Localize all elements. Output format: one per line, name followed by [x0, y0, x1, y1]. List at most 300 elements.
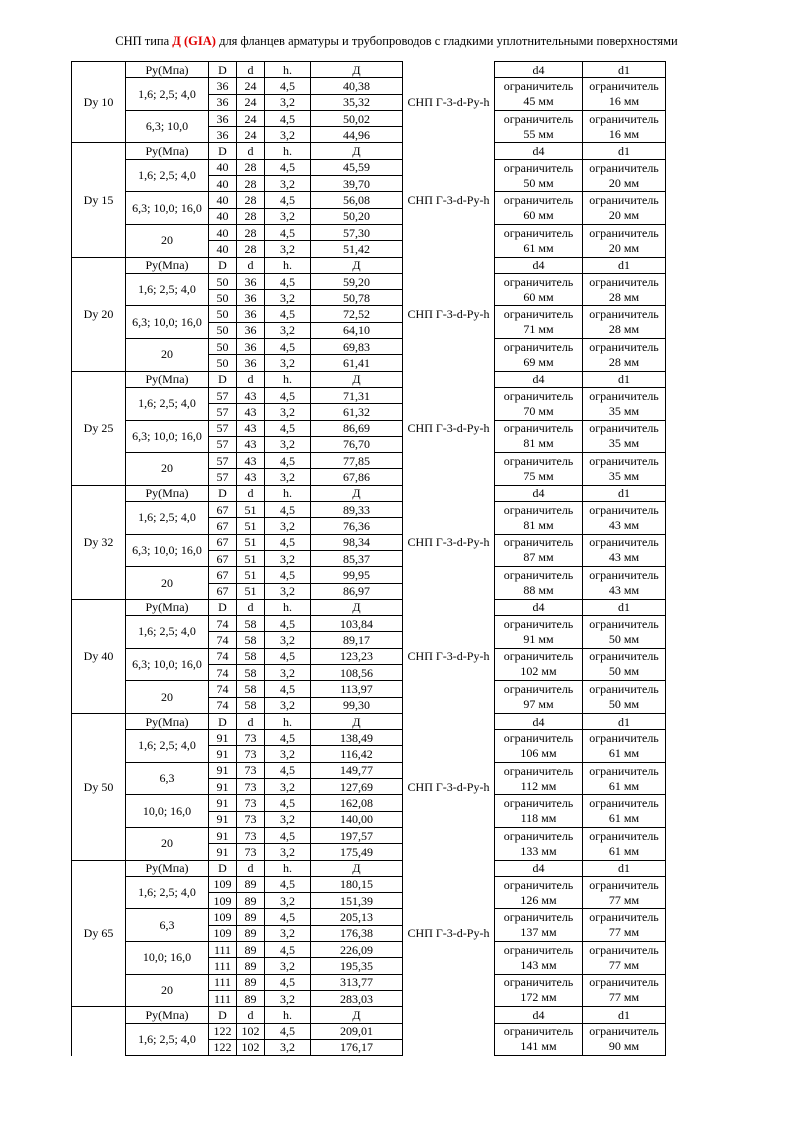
- header-pressure: Ру(Мпа): [126, 860, 209, 876]
- pressure-range: 6,3; 10,0; 16,0: [126, 192, 209, 225]
- inner-diameter: 36: [237, 290, 265, 306]
- thickness: 4,5: [265, 1023, 311, 1039]
- limiter-word: ограничитель: [589, 828, 659, 843]
- thickness: 3,2: [265, 208, 311, 224]
- d4-value: 141 мм: [520, 1039, 557, 1054]
- header-d4: d4: [495, 713, 583, 729]
- d4-limiter-cell: [495, 534, 583, 567]
- limiter-diameter: 149,77: [311, 762, 403, 778]
- d4-limiter-cell: [495, 876, 583, 909]
- d4-value: 137 мм: [520, 925, 557, 940]
- limiter-word: ограничитель: [589, 160, 659, 175]
- d1-value: 20 мм: [608, 208, 640, 223]
- d1-value: 50 мм: [608, 631, 640, 646]
- outer-diameter: 40: [209, 176, 237, 192]
- d1-limiter-cell: [583, 453, 666, 486]
- d1-limiter-cell: [583, 420, 666, 453]
- block-header-row: [72, 1007, 666, 1023]
- header-pressure: Ру(Мпа): [126, 1007, 209, 1023]
- designation-code: СНП Г-3-d-Ру-h: [403, 62, 495, 143]
- outer-diameter: 74: [209, 664, 237, 680]
- inner-diameter: 24: [237, 78, 265, 94]
- outer-diameter: 91: [209, 762, 237, 778]
- limiter-word: ограничитель: [589, 502, 659, 517]
- header-d1: d1: [583, 599, 666, 615]
- d1-value: 77 мм: [608, 892, 640, 907]
- inner-diameter: 28: [237, 224, 265, 240]
- limiter-word: ограничитель: [589, 339, 659, 354]
- table-row: [72, 110, 666, 126]
- designation-code: СНП Г-3-d-Ру-h: [403, 599, 495, 713]
- pressure-range: 6,3; 10,0; 16,0: [126, 534, 209, 567]
- limiter-diameter: 176,17: [311, 1039, 403, 1055]
- thickness: 3,2: [265, 779, 311, 795]
- d4-value: 60 мм: [523, 289, 554, 304]
- thickness: 4,5: [265, 453, 311, 469]
- d1-value: 90 мм: [608, 1039, 640, 1054]
- table-row: [72, 795, 666, 811]
- outer-diameter: 36: [209, 94, 237, 110]
- d1-limiter-cell: [583, 827, 666, 860]
- outer-diameter: 109: [209, 876, 237, 892]
- nominal-diameter-label: Dy 20: [72, 257, 126, 371]
- inner-diameter: 73: [237, 827, 265, 843]
- inner-diameter: 51: [237, 502, 265, 518]
- table-row: [72, 224, 666, 240]
- limiter-diameter: 89,33: [311, 502, 403, 518]
- nominal-diameter-label: Dy 40: [72, 599, 126, 713]
- page-title: [0, 34, 793, 49]
- outer-diameter: 36: [209, 78, 237, 94]
- d1-value: 61 мм: [608, 811, 640, 826]
- outer-diameter: 67: [209, 518, 237, 534]
- limiter-word: ограничитель: [589, 942, 659, 957]
- d4-limiter-cell: [495, 681, 583, 714]
- inner-diameter: 24: [237, 94, 265, 110]
- limiter-diameter: 64,10: [311, 322, 403, 338]
- header-d4: d4: [495, 257, 583, 273]
- d1-limiter-cell: [583, 795, 666, 828]
- header-d4: d4: [495, 485, 583, 501]
- d1-value: 61 мм: [608, 778, 640, 793]
- header-limiter-diameter: Д: [311, 62, 403, 78]
- block-header-row: [72, 257, 666, 273]
- limiter-word: ограничитель: [589, 225, 659, 240]
- header-limiter-diameter: Д: [311, 485, 403, 501]
- d4-value: 106 мм: [520, 745, 557, 760]
- inner-diameter: 89: [237, 909, 265, 925]
- outer-diameter: 91: [209, 827, 237, 843]
- outer-diameter: 50: [209, 306, 237, 322]
- thickness: 4,5: [265, 159, 311, 175]
- thickness: 4,5: [265, 78, 311, 94]
- d4-limiter-cell: [495, 224, 583, 257]
- limiter-diameter: 226,09: [311, 942, 403, 958]
- d4-value: 88 мм: [523, 583, 554, 597]
- header-d1: d1: [583, 713, 666, 729]
- d4-value: 133 мм: [520, 843, 557, 858]
- inner-diameter: 51: [237, 583, 265, 599]
- outer-diameter: 40: [209, 159, 237, 175]
- header-d1: d1: [583, 62, 666, 78]
- inner-diameter: 43: [237, 387, 265, 403]
- d1-limiter-cell: [583, 534, 666, 567]
- d1-value: 28 мм: [608, 289, 640, 304]
- inner-diameter: 73: [237, 746, 265, 762]
- d4-limiter-cell: [495, 567, 583, 600]
- d4-limiter-cell: [495, 78, 583, 111]
- header-d4: d4: [495, 143, 583, 159]
- limiter-word: ограничитель: [589, 388, 659, 403]
- d4-value: 69 мм: [523, 354, 554, 369]
- d4-limiter-cell: [495, 339, 583, 372]
- d4-limiter-cell: [495, 387, 583, 420]
- nominal-diameter-label: Dy 10: [72, 62, 126, 143]
- d1-limiter-cell: [583, 909, 666, 942]
- outer-diameter: 57: [209, 404, 237, 420]
- d1-value: 28 мм: [608, 322, 640, 337]
- d1-limiter-cell: [583, 762, 666, 795]
- outer-diameter: 40: [209, 241, 237, 257]
- limiter-diameter: 50,78: [311, 290, 403, 306]
- limiter-word: ограничитель: [589, 682, 659, 697]
- pressure-range: 1,6; 2,5; 4,0: [126, 159, 209, 192]
- thickness: 3,2: [265, 241, 311, 257]
- d4-limiter-cell: [495, 730, 583, 763]
- inner-diameter: 73: [237, 762, 265, 778]
- table-row: [72, 339, 666, 355]
- header-outer-diameter: D: [209, 257, 237, 273]
- pressure-range: 6,3: [126, 909, 209, 942]
- outer-diameter: 74: [209, 648, 237, 664]
- limiter-diameter: 180,15: [311, 876, 403, 892]
- table-row: [72, 192, 666, 208]
- table-row: [72, 567, 666, 583]
- thickness: 3,2: [265, 518, 311, 534]
- table-row: [72, 681, 666, 697]
- d4-value: 71 мм: [523, 322, 554, 337]
- inner-diameter: 102: [237, 1039, 265, 1055]
- header-inner-diameter: d: [237, 860, 265, 876]
- limiter-diameter: 113,97: [311, 681, 403, 697]
- header-d4: d4: [495, 599, 583, 615]
- inner-diameter: 51: [237, 534, 265, 550]
- limiter-diameter: 61,32: [311, 404, 403, 420]
- inner-diameter: 58: [237, 664, 265, 680]
- header-pressure: Ру(Мпа): [126, 599, 209, 615]
- pressure-range: 1,6; 2,5; 4,0: [126, 730, 209, 763]
- limiter-word: ограничитель: [589, 763, 659, 778]
- thickness: 4,5: [265, 387, 311, 403]
- inner-diameter: 28: [237, 159, 265, 175]
- table-row: [72, 420, 666, 436]
- outer-diameter: 67: [209, 502, 237, 518]
- table-row: [72, 453, 666, 469]
- thickness: 3,2: [265, 469, 311, 485]
- outer-diameter: 91: [209, 730, 237, 746]
- outer-diameter: 74: [209, 616, 237, 632]
- d1-value: 43 мм: [608, 517, 640, 532]
- block-header-row: [72, 599, 666, 615]
- limiter-word: ограничитель: [503, 1024, 574, 1039]
- limiter-diameter: 77,85: [311, 453, 403, 469]
- header-d1: d1: [583, 143, 666, 159]
- inner-diameter: 89: [237, 958, 265, 974]
- header-thickness: h.: [265, 485, 311, 501]
- header-outer-diameter: D: [209, 713, 237, 729]
- thickness: 3,2: [265, 355, 311, 371]
- pressure-range: 1,6; 2,5; 4,0: [126, 273, 209, 306]
- thickness: 4,5: [265, 502, 311, 518]
- limiter-diameter: 76,70: [311, 436, 403, 452]
- d4-value: 45 мм: [523, 94, 554, 109]
- limiter-diameter: 71,31: [311, 387, 403, 403]
- d1-value: 35 мм: [608, 468, 640, 483]
- pressure-range: 6,3; 10,0; 16,0: [126, 306, 209, 339]
- thickness: 4,5: [265, 420, 311, 436]
- d1-value: 77 мм: [608, 990, 640, 1005]
- d4-limiter-cell: [495, 942, 583, 975]
- limiter-word: ограничитель: [589, 616, 659, 631]
- block-header-row: [72, 860, 666, 876]
- d4-limiter-cell: [495, 762, 583, 795]
- header-inner-diameter: d: [237, 599, 265, 615]
- thickness: 3,2: [265, 632, 311, 648]
- limiter-word: ограничитель: [503, 388, 574, 403]
- d4-value: 55 мм: [523, 126, 554, 141]
- outer-diameter: 57: [209, 387, 237, 403]
- limiter-diameter: 76,36: [311, 518, 403, 534]
- thickness: 4,5: [265, 648, 311, 664]
- limiter-word: ограничитель: [503, 225, 574, 240]
- header-outer-diameter: D: [209, 599, 237, 615]
- limiter-word: ограничитель: [503, 535, 574, 550]
- thickness: 4,5: [265, 306, 311, 322]
- limiter-diameter: 123,23: [311, 648, 403, 664]
- limiter-word: ограничитель: [503, 307, 574, 322]
- header-outer-diameter: D: [209, 371, 237, 387]
- d4-value: 112 мм: [520, 778, 557, 793]
- outer-diameter: 109: [209, 925, 237, 941]
- limiter-word: ограничитель: [503, 730, 574, 745]
- header-d1: d1: [583, 257, 666, 273]
- outer-diameter: 67: [209, 583, 237, 599]
- table-row: [72, 974, 666, 990]
- limiter-word: ограничитель: [589, 111, 659, 126]
- inner-diameter: 58: [237, 697, 265, 713]
- pressure-range: 1,6; 2,5; 4,0: [126, 78, 209, 111]
- header-pressure: Ру(Мпа): [126, 485, 209, 501]
- limiter-diameter: 197,57: [311, 827, 403, 843]
- limiter-diameter: 45,59: [311, 159, 403, 175]
- nominal-diameter-label: Dy 65: [72, 860, 126, 1007]
- d4-value: 70 мм: [523, 403, 554, 418]
- limiter-word: ограничитель: [503, 828, 574, 843]
- pressure-range: 20: [126, 453, 209, 486]
- inner-diameter: 43: [237, 453, 265, 469]
- pressure-range: 20: [126, 567, 209, 600]
- table-row: [72, 730, 666, 746]
- inner-diameter: 43: [237, 469, 265, 485]
- d4-limiter-cell: [495, 110, 583, 143]
- thickness: 3,2: [265, 94, 311, 110]
- d4-value: 91 мм: [523, 631, 554, 646]
- outer-diameter: 67: [209, 567, 237, 583]
- inner-diameter: 102: [237, 1023, 265, 1039]
- outer-diameter: 122: [209, 1023, 237, 1039]
- table-row: [72, 306, 666, 322]
- limiter-word: ограничитель: [589, 193, 659, 208]
- header-thickness: h.: [265, 143, 311, 159]
- limiter-word: ограничитель: [503, 274, 574, 289]
- nominal-diameter-label: Dy 32: [72, 485, 126, 599]
- limiter-diameter: 176,38: [311, 925, 403, 941]
- inner-diameter: 43: [237, 420, 265, 436]
- nominal-diameter-label: Dy 50: [72, 713, 126, 860]
- d1-limiter-cell: [583, 78, 666, 111]
- thickness: 4,5: [265, 730, 311, 746]
- d1-value: 35 мм: [608, 403, 640, 418]
- header-inner-diameter: d: [237, 257, 265, 273]
- d1-value: 43 мм: [608, 583, 640, 597]
- limiter-diameter: 209,01: [311, 1023, 403, 1039]
- d4-limiter-cell: [495, 616, 583, 649]
- limiter-word: ограничитель: [503, 568, 574, 582]
- thickness: 3,2: [265, 925, 311, 941]
- thickness: 4,5: [265, 762, 311, 778]
- inner-diameter: 73: [237, 795, 265, 811]
- header-pressure: Ру(Мпа): [126, 371, 209, 387]
- limiter-diameter: 313,77: [311, 974, 403, 990]
- limiter-word: ограничитель: [503, 763, 574, 778]
- limiter-diameter: 44,96: [311, 127, 403, 143]
- outer-diameter: 67: [209, 534, 237, 550]
- inner-diameter: 58: [237, 632, 265, 648]
- header-pressure: Ру(Мпа): [126, 143, 209, 159]
- thickness: 3,2: [265, 322, 311, 338]
- limiter-word: ограничитель: [503, 975, 574, 990]
- outer-diameter: 50: [209, 322, 237, 338]
- header-inner-diameter: d: [237, 62, 265, 78]
- limiter-diameter: 50,20: [311, 208, 403, 224]
- d4-value: 50 мм: [523, 175, 554, 190]
- pressure-range: 1,6; 2,5; 4,0: [126, 876, 209, 909]
- limiter-diameter: 175,49: [311, 844, 403, 860]
- thickness: 3,2: [265, 404, 311, 420]
- header-thickness: h.: [265, 371, 311, 387]
- designation-code: СНП Г-3-d-Ру-h: [403, 257, 495, 371]
- thickness: 4,5: [265, 567, 311, 583]
- inner-diameter: 73: [237, 811, 265, 827]
- d1-value: 35 мм: [608, 436, 640, 451]
- header-d1: d1: [583, 485, 666, 501]
- outer-diameter: 122: [209, 1039, 237, 1055]
- limiter-word: ограничитель: [589, 274, 659, 289]
- limiter-diameter: 59,20: [311, 273, 403, 289]
- designation-code: СНП Г-3-d-Ру-h: [403, 860, 495, 1007]
- thickness: 3,2: [265, 176, 311, 192]
- d1-value: 20 мм: [608, 175, 640, 190]
- inner-diameter: 28: [237, 241, 265, 257]
- inner-diameter: 89: [237, 990, 265, 1006]
- title-type-letter: Д (GIA): [172, 34, 216, 48]
- thickness: 4,5: [265, 795, 311, 811]
- limiter-word: ограничитель: [589, 796, 659, 811]
- pressure-range: 20: [126, 681, 209, 714]
- header-inner-diameter: d: [237, 713, 265, 729]
- inner-diameter: 51: [237, 567, 265, 583]
- d1-limiter-cell: [583, 876, 666, 909]
- thickness: 4,5: [265, 681, 311, 697]
- nominal-diameter-label: Dy 15: [72, 143, 126, 257]
- d1-value: 28 мм: [608, 354, 640, 369]
- header-thickness: h.: [265, 62, 311, 78]
- inner-diameter: 89: [237, 876, 265, 892]
- outer-diameter: 40: [209, 208, 237, 224]
- d1-limiter-cell: [583, 387, 666, 420]
- d1-limiter-cell: [583, 159, 666, 192]
- inner-diameter: 51: [237, 518, 265, 534]
- limiter-diameter: 40,38: [311, 78, 403, 94]
- d4-limiter-cell: [495, 273, 583, 306]
- outer-diameter: 50: [209, 290, 237, 306]
- header-limiter-diameter: Д: [311, 599, 403, 615]
- inner-diameter: 58: [237, 648, 265, 664]
- inner-diameter: 51: [237, 550, 265, 566]
- d1-limiter-cell: [583, 942, 666, 975]
- limiter-word: ограничитель: [503, 682, 574, 697]
- inner-diameter: 36: [237, 339, 265, 355]
- limiter-diameter: 103,84: [311, 616, 403, 632]
- header-outer-diameter: D: [209, 860, 237, 876]
- d1-limiter-cell: [583, 110, 666, 143]
- thickness: 3,2: [265, 697, 311, 713]
- outer-diameter: 74: [209, 697, 237, 713]
- d4-value: 81 мм: [523, 436, 554, 451]
- block-header-row: [72, 713, 666, 729]
- nominal-diameter-label: Dy 25: [72, 371, 126, 485]
- d4-limiter-cell: [495, 192, 583, 225]
- header-limiter-diameter: Д: [311, 713, 403, 729]
- header-d1: d1: [583, 371, 666, 387]
- inner-diameter: 36: [237, 322, 265, 338]
- table-row: [72, 534, 666, 550]
- inner-diameter: 73: [237, 730, 265, 746]
- header-limiter-diameter: Д: [311, 257, 403, 273]
- limiter-diameter: 162,08: [311, 795, 403, 811]
- table-row: [72, 1023, 666, 1039]
- d4-value: 97 мм: [523, 697, 554, 712]
- limiter-diameter: 72,52: [311, 306, 403, 322]
- limiter-diameter: 127,69: [311, 779, 403, 795]
- table-row: [72, 616, 666, 632]
- limiter-word: ограничитель: [589, 421, 659, 436]
- d1-value: 16 мм: [608, 126, 640, 141]
- limiter-word: ограничитель: [503, 160, 574, 175]
- pressure-range: 20: [126, 974, 209, 1007]
- d4-value: 87 мм: [523, 550, 554, 565]
- outer-diameter: 36: [209, 110, 237, 126]
- thickness: 3,2: [265, 958, 311, 974]
- thickness: 3,2: [265, 664, 311, 680]
- d1-value: 50 мм: [608, 697, 640, 712]
- limiter-word: ограничитель: [589, 910, 659, 925]
- thickness: 4,5: [265, 339, 311, 355]
- d4-value: 102 мм: [520, 664, 557, 679]
- limiter-word: ограничитель: [589, 1024, 659, 1039]
- d1-limiter-cell: [583, 648, 666, 681]
- outer-diameter: 74: [209, 681, 237, 697]
